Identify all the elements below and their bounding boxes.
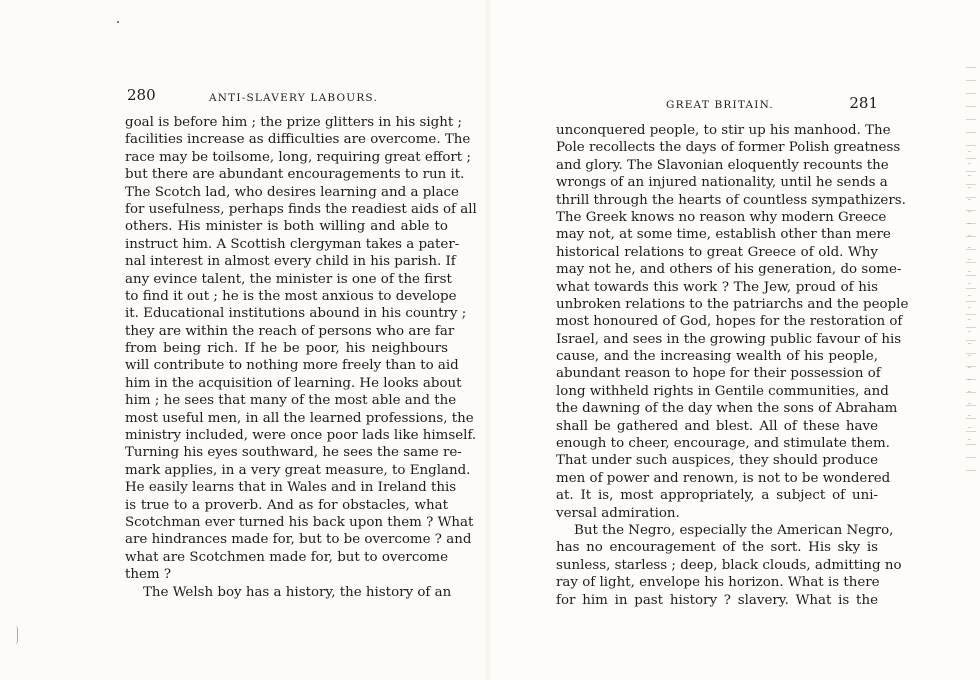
left-running-head	[127, 86, 467, 110]
text-line: Turning his eyes southward, he sees the same re-	[125, 445, 462, 461]
text-line: long withheld rights in Gentile communities, and	[556, 383, 889, 399]
text-line: to find it out ; he is the most anxious to develope	[125, 288, 457, 304]
text-line: the dawning of the day when the sons of Abraham	[556, 401, 898, 417]
page-edge-marks-inner	[968, 140, 971, 440]
text-line: may not, at some time, establish other than mere	[556, 227, 891, 243]
stray-mark	[117, 21, 119, 23]
text-line: ray of light, envelope his horizon. What is there	[556, 575, 880, 591]
text-line: That under such auspices, they should produce	[556, 453, 878, 469]
text-line: others. His minister is both willing and able to	[125, 219, 448, 235]
text-line: shall be gathered and blest. All of these have	[556, 418, 878, 434]
right-running-head	[556, 94, 878, 118]
text-line: him ; he sees that many of the most able and the	[125, 393, 457, 409]
text-line: facilities increase as difficulties are overcome. The	[125, 132, 471, 148]
text-line: them ?	[125, 567, 172, 583]
text-line: sunless, starless ; deep, black clouds, admitting no	[556, 557, 902, 573]
left-running-title: ANTI-SLAVERY LABOURS.	[209, 92, 378, 104]
margin-bracket-mark	[13, 626, 18, 644]
text-line: instruct him. A Scottish clergyman takes a pater-	[125, 236, 460, 252]
text-line: what towards this work ? The Jew, proud of his	[556, 279, 878, 295]
text-line: may not he, and others of his generation, do some-	[556, 262, 902, 278]
text-line: most honoured of God, hopes for the restoration of	[556, 314, 903, 330]
text-line: He easily learns that in Wales and in Ireland this	[125, 480, 457, 496]
text-line: Scotchman ever turned his back upon them ? What	[125, 514, 474, 530]
text-line: and glory. The Slavonian eloquently recounts the	[556, 157, 889, 173]
text-line: has no encouragement of the sort. His sky is	[556, 540, 878, 556]
text-line: men of power and renown, is not to be wondered	[556, 470, 891, 486]
text-line: most useful men, in all the learned professions, the	[125, 410, 474, 426]
right-running-title: GREAT BRITAIN.	[666, 99, 774, 111]
text-line: any evince talent, the minister is one of the first	[125, 271, 452, 287]
text-line: enough to cheer, encourage, and stimulate them.	[556, 436, 890, 452]
text-line: mark applies, in a very great measure, to England.	[125, 462, 471, 478]
text-line: him in the acquisition of learning. He looks about	[125, 375, 462, 391]
text-line: thrill through the hearts of countless sympathizers.	[556, 192, 906, 208]
text-line: are hindrances made for, but to be overcome ? and	[125, 532, 472, 548]
text-line: The Greek knows no reason why modern Greece	[556, 209, 887, 225]
text-line: Israel, and sees in the growing public favour of his	[556, 331, 902, 347]
text-line: The Scotch lad, who desires learning and a place	[125, 184, 459, 200]
right-body-text	[556, 122, 909, 609]
text-line: but there are abundant encouragements to run it.	[125, 167, 465, 183]
text-line: ministry included, were once poor lads like himself.	[125, 428, 477, 444]
book-gutter	[486, 0, 490, 680]
text-line: for usefulness, perhaps finds the readiest aids of all	[125, 201, 477, 217]
text-line: abundant reason to hope for their possession of	[556, 366, 881, 382]
paragraph-start-line: The Welsh boy has a history, the history of an	[143, 584, 452, 600]
left-body-text	[125, 114, 477, 601]
right-page-number: 281	[849, 94, 878, 112]
left-page-number: 280	[127, 86, 156, 104]
text-line: what are Scotchmen made for, but to overcome	[125, 549, 448, 565]
text-line: versal admiration.	[556, 505, 680, 521]
text-line: Pole recollects the days of former Polish greatness	[556, 140, 901, 156]
text-line: historical relations to great Greece of old. Why	[556, 244, 878, 260]
text-line: will contribute to nothing more freely than to aid	[125, 358, 459, 374]
text-line: for him in past history ? slavery. What is the	[556, 592, 878, 608]
text-line: it. Educational institutions abound in his country ;	[125, 306, 467, 322]
text-line: nal interest in almost every child in his parish. If	[125, 254, 456, 270]
text-line: they are within the reach of persons who are far	[125, 323, 455, 339]
text-line: at. It is, most appropriately, a subject of uni-	[556, 488, 878, 504]
text-line: goal is before him ; the prize glitters in his sight ;	[125, 115, 463, 130]
text-line: wrongs of an injured nationality, until he sends a	[556, 175, 888, 191]
text-line: is true to a proverb. And as for obstacles, what	[125, 497, 448, 513]
paragraph-start-line: But the Negro, especially the American Negro,	[574, 522, 894, 538]
text-line: unconquered people, to stir up his manhood. The	[556, 123, 891, 138]
text-line: cause, and the increasing wealth of his people,	[556, 349, 878, 365]
text-line: from being rich. If he be poor, his neighbours	[125, 341, 448, 357]
text-line: race may be toilsome, long, requiring great effort ;	[125, 149, 471, 165]
text-line: unbroken relations to the patriarchs and the people	[556, 296, 909, 312]
